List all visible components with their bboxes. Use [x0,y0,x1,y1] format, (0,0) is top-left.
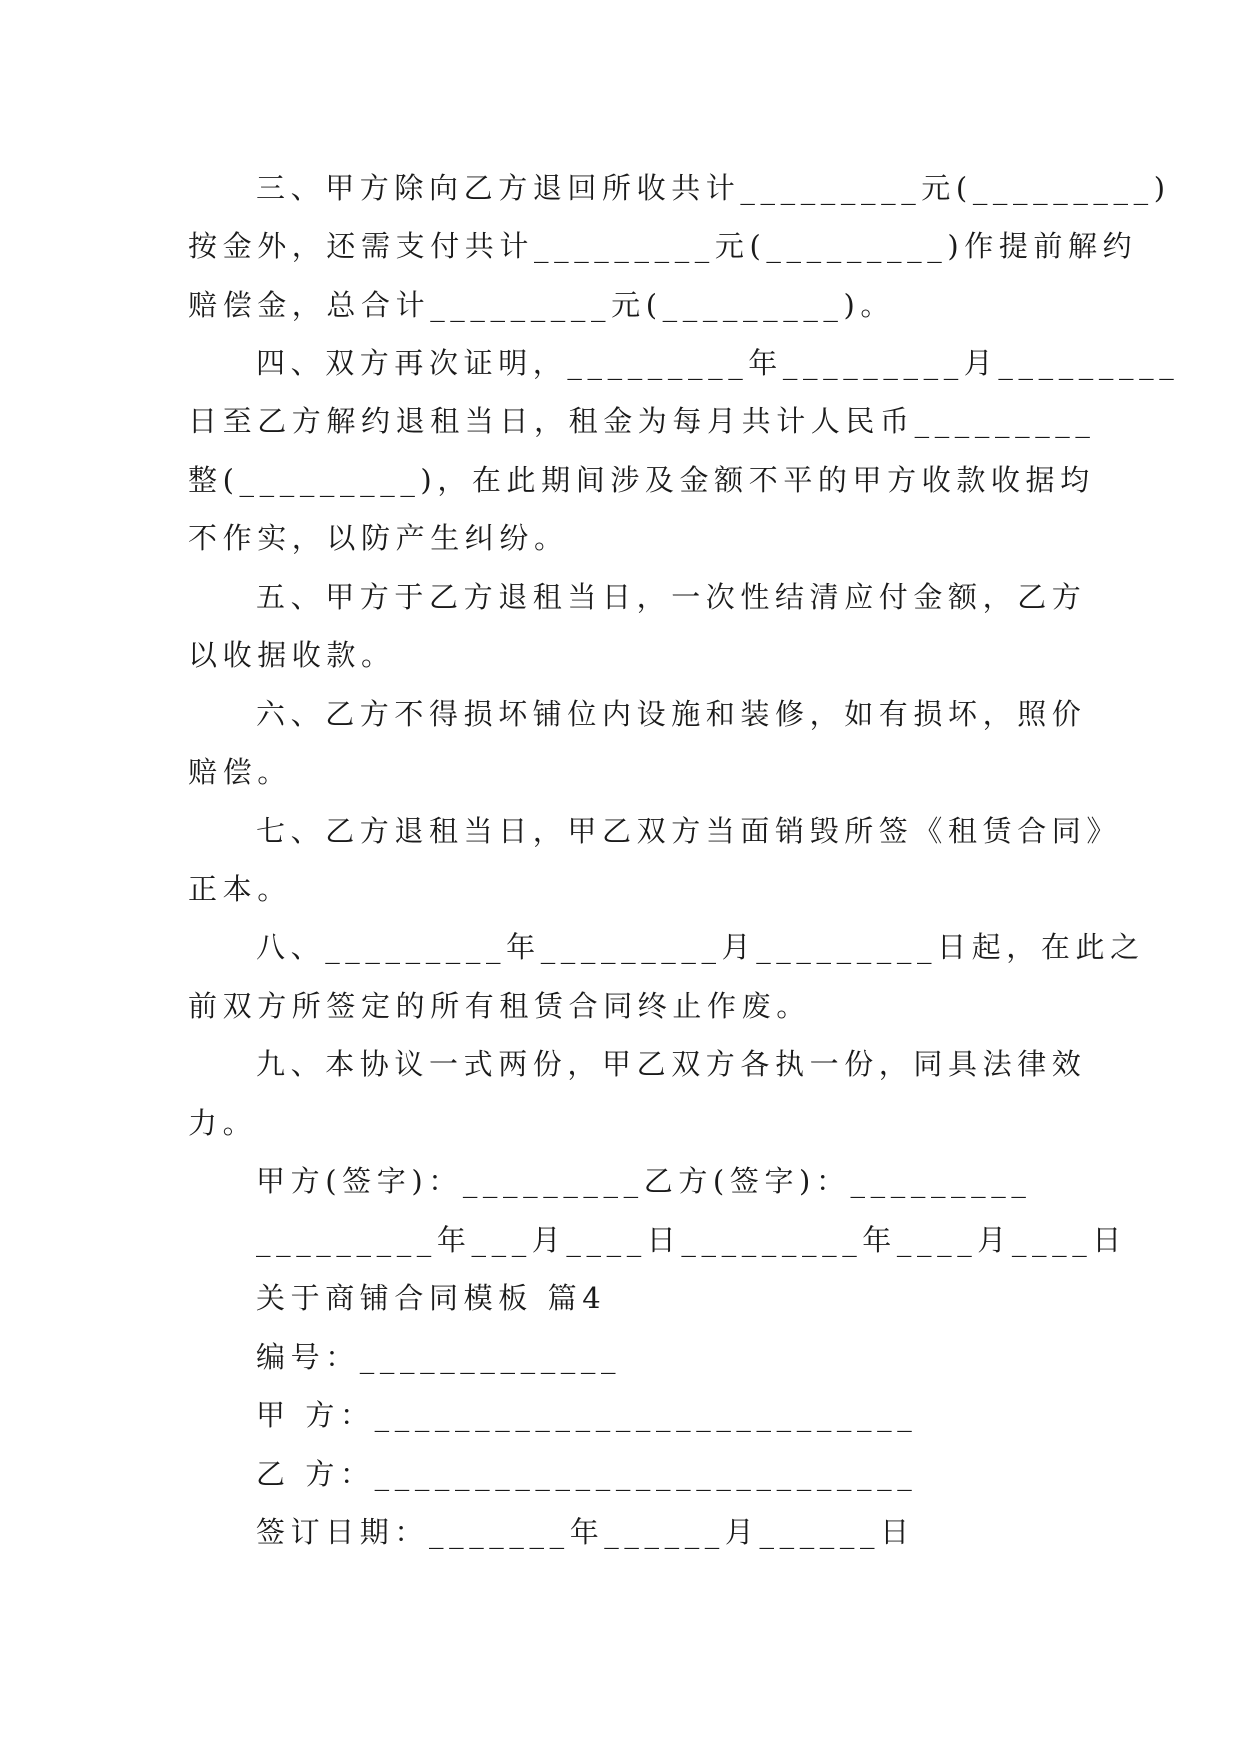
clause-4-line-3: 整(_________)，在此期间涉及金额不平的甲方收款收据均 [188,463,1095,497]
signature-date-line: _________年___月____日_________年____月____日 [256,1223,1127,1257]
contract-number-field: 编号：_____________ [256,1340,622,1374]
clause-8-line-2: 前双方所签定的所有租赁合同终止作废。 [188,989,811,1023]
clause-4-line-4: 不作实，以防产生纠纷。 [188,521,569,555]
clause-3-line-2: 按金外，还需支付共计_________元(_________)作提前解约 [188,229,1138,263]
clause-6-line-1: 六、乙方不得损坏铺位内设施和装修，如有损坏，照价 [256,697,1087,731]
clause-6-line-2: 赔偿。 [188,755,292,789]
party-a-field: 甲 方：___________________________ [256,1398,918,1432]
clause-7-line-1: 七、乙方退租当日，甲乙双方当面销毁所签《租赁合同》 [256,814,1122,848]
clause-9-line-1: 九、本协议一式两份，甲乙双方各执一份，同具法律效 [256,1047,1087,1081]
clause-3-line-3: 赔偿金，总合计_________元(_________)。 [188,288,896,322]
section-title: 关于商铺合同模板 篇4 [256,1281,607,1315]
party-b-field: 乙 方：___________________________ [256,1457,918,1491]
signing-date-field: 签订日期：_______年______月______日 [256,1515,915,1549]
clause-3-line-1: 三、甲方除向乙方退回所收共计_________元(_________) [256,171,1171,205]
clause-9-line-2: 力。 [188,1106,258,1140]
clause-5-line-1: 五、甲方于乙方退租当日，一次性结清应付金额，乙方 [256,580,1087,614]
clause-4-line-1: 四、双方再次证明，_________年_________月_________ [256,346,1180,380]
clause-5-line-2: 以收据收款。 [188,638,396,672]
clause-4-line-2: 日至乙方解约退租当日，租金为每月共计人民币_________ [188,404,1096,438]
clause-7-line-2: 正本。 [188,872,292,906]
clause-8-line-1: 八、_________年_________月_________日起，在此之 [256,930,1145,964]
signature-line: 甲方(签字)：_________乙方(签字)：_________ [256,1164,1032,1198]
